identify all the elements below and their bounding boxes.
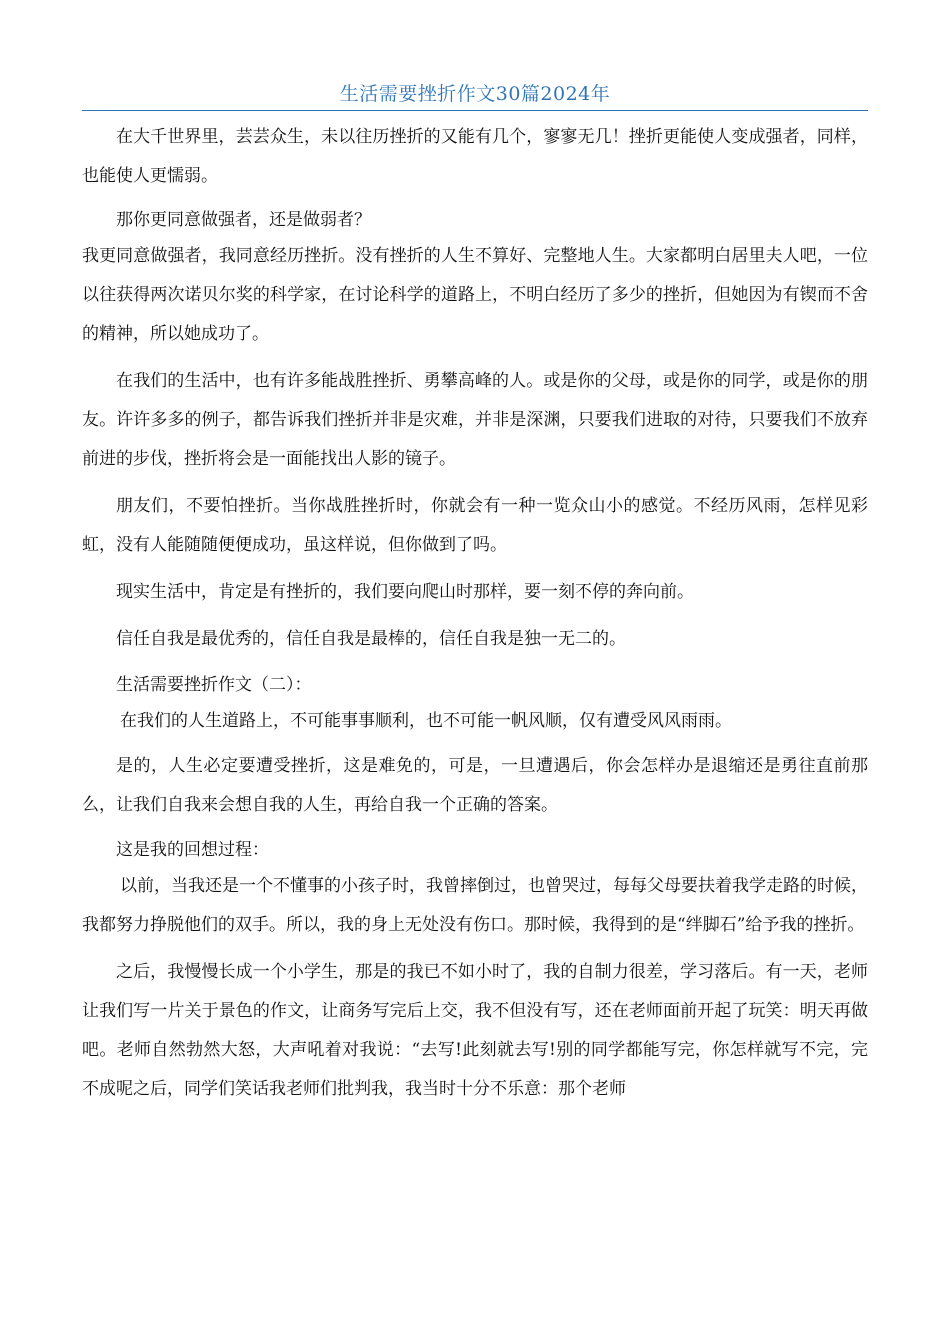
paragraph-1: 在大千世界里，芸芸众生，未以往历挫折的又能有几个，寥寥无几！挫折更能使人变成强者，同样，也能使人更懦弱。 bbox=[82, 127, 868, 186]
paragraph-12: 之后，我慢慢长成一个小学生，那是的我已不如小时了，我的自制力很差，学习落后。有一天，老师让我们写一片关于景色的作文，让商务写完后上交，我不但没有写，还在老师面前开起了玩笑：明天再做吧。老师自然勃然大怒，大声吼着对我说：“去写!此刻就去写!别的同学都能写完，你怎样就写不完，完不成呢之后，同学们笑话我老师们批判我，我当时十分不乐意：那个老师 bbox=[82, 962, 868, 1099]
paragraph-4: 在我们的生活中，也有许多能战胜挫折、勇攀高峰的人。或是你的父母，或是你的同学，或是你的朋友。许许多多的例子，都告诉我们挫折并非是灾难，并非是深渊，只要我们进取的对待，只要我们不放弃前进的步伐，挫折将会是一面能找出人影的镜子。 bbox=[82, 371, 868, 469]
paragraph-9: 是的，人生必定要遭受挫折，这是难免的，可是，一旦遭遇后，你会怎样办是退缩还是勇往直前那么，让我们自我来会想自我的人生，再给自我一个正确的答案。 bbox=[82, 756, 868, 815]
paragraph-10: 这是我的回想过程： bbox=[116, 840, 269, 860]
paragraph-8: 在我们的人生道路上，不可能事事顺利，也不可能一帆风顺，仅有遭受风风雨雨。 bbox=[120, 711, 732, 731]
section-heading: 生活需要挫折作文（二）： bbox=[116, 675, 312, 695]
page-header bbox=[82, 78, 868, 111]
document-title: 生活需要挫折作文30篇2024年 bbox=[339, 83, 611, 105]
document-body bbox=[82, 118, 868, 1109]
paragraph-6: 现实生活中，肯定是有挫折的，我们要向爬山时那样，要一刻不停的奔向前。 bbox=[116, 582, 694, 602]
paragraph-3: 我更同意做强者，我同意经历挫折。没有挫折的人生不算好、完整地人生。大家都明白居里夫人吧，一位以往获得两次诺贝尔奖的科学家，在讨论科学的道路上，不明白经历了多少的挫折，但她因为有锲而不舍的精神，所以她成功了。 bbox=[82, 246, 868, 344]
paragraph-7: 信任自我是最优秀的，信任自我是最棒的，信任自我是独一无二的。 bbox=[116, 629, 626, 649]
paragraph-2: 那你更同意做强者，还是做弱者？ bbox=[116, 210, 371, 230]
paragraph-11: 以前，当我还是一个不懂事的小孩子时，我曾摔倒过，也曾哭过，每每父母要扶着我学走路的时候，我都努力挣脱他们的双手。所以，我的身上无处没有伤口。那时候，我得到的是“绊脚石”给予我的挫折。 bbox=[82, 876, 868, 935]
paragraph-5: 朋友们，不要怕挫折。当你战胜挫折时，你就会有一种一览众山小的感觉。不经历风雨，怎样见彩虹，没有人能随随便便成功，虽这样说，但你做到了吗。 bbox=[82, 496, 868, 555]
